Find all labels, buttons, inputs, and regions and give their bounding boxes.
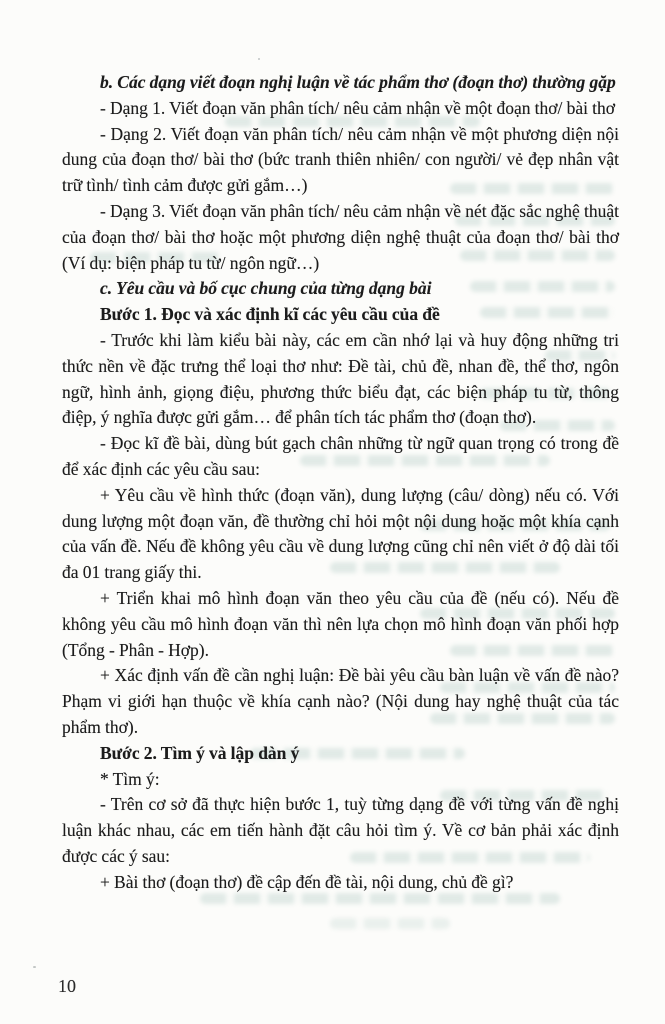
text-line: - Đọc kĩ đề bài, dùng bút gạch chân những từ ngữ quan trọng có trong đề bbox=[100, 433, 619, 454]
text-line: - Trước khi làm kiểu bài này, các em cần nhớ lại và huy động những tri bbox=[100, 329, 619, 350]
text-line: để xác định các yêu cầu sau: bbox=[62, 458, 261, 479]
text-line: + Xác định vấn đề cần nghị luận: Đề bài yêu cầu bàn luận về vấn đề nào? bbox=[100, 665, 619, 686]
text-line: dung lượng một đoạn văn, đề thường chỉ hỏi một nội dung hoặc một khía cạnh bbox=[62, 510, 619, 531]
text-line: phẩm thơ). bbox=[62, 716, 139, 737]
text-line: dung của đoạn thơ/ bài thơ (bức tranh thiên nhiên/ con người/ vẻ đẹp nhân vật bbox=[62, 149, 619, 170]
text-line: Phạm vi giới hạn thuộc về khía cạnh nào? (Nội dung hay nghệ thuật của tác bbox=[62, 691, 619, 712]
text-line: thức nền về đặc trưng thể loại thơ như: Đề tài, chủ đề, nhan đề, thể thơ, ngôn bbox=[62, 355, 619, 376]
text-line: điệp, ý nghĩa được gửi gắm… để phân tích tác phẩm thơ (đoạn thơ). bbox=[62, 407, 537, 428]
text-line: trữ tình/ tình cảm được gửi gắm…) bbox=[62, 175, 308, 196]
text-block bbox=[62, 70, 619, 896]
text-line: - Trên cơ sở đã thực hiện bước 1, tuỳ từng dạng đề với từng vấn đề nghị bbox=[100, 794, 619, 815]
scan-speck bbox=[258, 58, 260, 60]
text-line: + Bài thơ (đoạn thơ) đề cập đến đề tài, nội dung, chủ đề gì? bbox=[100, 871, 514, 892]
page-number: 10 bbox=[58, 976, 76, 996]
text-line: - Dạng 3. Viết đoạn văn phân tích/ nêu cảm nhận về nét đặc sắc nghệ thuật bbox=[100, 200, 619, 221]
text-line: b. Các dạng viết đoạn nghị luận về tác phẩm thơ (đoạn thơ) thường gặp bbox=[100, 72, 616, 92]
text-line: đa 01 trang giấy thi. bbox=[62, 562, 202, 583]
text-line: của vấn đề. Nếu đề không yêu cầu về dung lượng cũng chỉ nên viết ở độ dài tối bbox=[62, 536, 619, 557]
text-line: + Yêu cầu về hình thức (đoạn văn), dung lượng (câu/ dòng) nếu có. Với bbox=[100, 484, 619, 505]
text-line: c. Yêu cầu và bố cục chung của từng dạng bài bbox=[100, 278, 432, 299]
text-line: (Ví dụ: biện pháp tu từ/ ngôn ngữ…) bbox=[62, 252, 320, 273]
text-line: - Dạng 1. Viết đoạn văn phân tích/ nêu cảm nhận về một đoạn thơ/ bài thơ bbox=[100, 97, 615, 118]
scan-speck bbox=[33, 966, 36, 968]
text-line: không yêu cầu mô hình đoạn văn thì nên lựa chọn mô hình đoạn văn phối hợp bbox=[62, 613, 619, 634]
text-line: + Triển khai mô hình đoạn văn theo yêu cầu của đề (nếu có). Nếu đề bbox=[100, 587, 619, 608]
text-line: của đoạn thơ/ bài thơ hoặc một phương diện nghệ thuật của đoạn thơ/ bài thơ bbox=[62, 226, 619, 247]
text-line: (Tổng - Phân - Hợp). bbox=[62, 639, 209, 660]
text-line: Bước 1. Đọc và xác định kĩ các yêu cầu của đề bbox=[100, 304, 440, 325]
bleedthrough-artifact bbox=[330, 918, 450, 929]
text-line: Bước 2. Tìm ý và lập dàn ý bbox=[100, 742, 300, 763]
text-line: * Tìm ý: bbox=[100, 768, 160, 789]
text-line: ngữ, hình ảnh, giọng điệu, phương thức biểu đạt, các biện pháp tu từ, thông bbox=[62, 381, 619, 402]
text-line: - Dạng 2. Viết đoạn văn phân tích/ nêu cảm nhận về một phương diện nội bbox=[100, 123, 619, 144]
text-line: được các ý sau: bbox=[62, 845, 171, 866]
text-line: luận khác nhau, các em tiến hành đặt câu hỏi tìm ý. Về cơ bản phải xác định bbox=[62, 820, 619, 841]
